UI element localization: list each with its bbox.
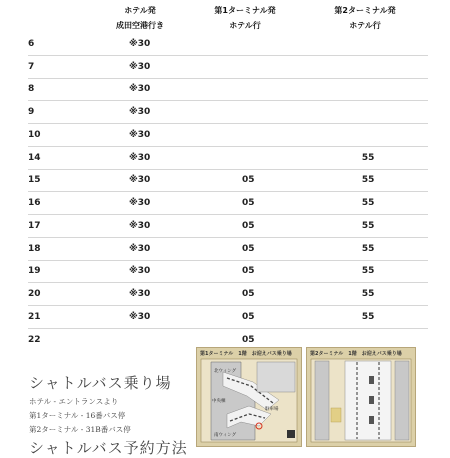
hotel-departure-cell: ※30 [91, 33, 188, 55]
hotel-departure-cell: ※30 [91, 101, 188, 124]
terminal1-departure-cell: 05 [188, 215, 308, 238]
table-row [28, 306, 428, 329]
table-row [28, 169, 428, 192]
hour-cell: 16 [28, 192, 91, 215]
hotel-departure-cell: ※30 [91, 306, 188, 329]
terminal2-departure-cell: 55 [308, 169, 428, 192]
terminal2-departure-cell [308, 78, 428, 101]
hour-cell: 6 [28, 33, 91, 55]
table-row [28, 124, 428, 147]
terminal1-departure-cell [188, 78, 308, 101]
terminal1-departure-cell: 05 [188, 237, 308, 260]
hour-cell: 14 [28, 146, 91, 169]
terminal1-departure-cell: 05 [188, 169, 308, 192]
terminal1-departure-cell [188, 124, 308, 147]
terminal2-departure-cell: 55 [308, 146, 428, 169]
terminal1-departure-cell: 05 [188, 306, 308, 329]
terminal1-departure-cell [188, 101, 308, 124]
header-line: 第1ターミナル発 [214, 6, 276, 15]
terminal1-departure-cell [188, 146, 308, 169]
hour-cell: 7 [28, 55, 91, 78]
map-label-north-wing: 北ウィング [214, 369, 237, 374]
timetable [28, 33, 428, 351]
hour-cell: 9 [28, 101, 91, 124]
terminal2-departure-cell [308, 124, 428, 147]
reservation-title: シャトルバス予約方法 [29, 439, 188, 457]
terminal2-departure-cell: 55 [308, 215, 428, 238]
terminal2-map [306, 347, 416, 447]
terminal1-departure-cell: 05 [188, 192, 308, 215]
hour-cell: 22 [28, 334, 41, 345]
hotel-departure-cell: ※30 [91, 55, 188, 78]
hour-cell: 20 [28, 283, 91, 306]
table-row [28, 55, 428, 78]
header-line: 第2ターミナル発 [334, 6, 396, 15]
map-label-south-wing: 南ウィング [214, 433, 237, 438]
hotel-departure-cell: ※30 [91, 237, 188, 260]
terminal1-departure-cell [188, 55, 308, 78]
hotel-departure-cell: ※30 [91, 78, 188, 101]
terminal1-map-caption: 第1ターミナル 1階 お迎えバス乗り場 [200, 351, 292, 357]
header-line: ホテル行 [349, 21, 381, 30]
table-row [28, 192, 428, 215]
terminal2-map-caption: 第2ターミナル 1階 お迎えバス乗り場 [310, 351, 402, 357]
header-terminal1-to-hotel [200, 3, 290, 33]
hour-cell: 17 [28, 215, 91, 238]
hotel-departure-cell: ※30 [91, 283, 188, 306]
map-label-central: 中央棟 [212, 399, 226, 404]
table-row [28, 237, 428, 260]
table-row [28, 101, 428, 124]
hotel-departure-cell: ※30 [91, 169, 188, 192]
hour-cell: 18 [28, 237, 91, 260]
boarding-line-terminal2: 第2ターミナル - 31B番バス停 [29, 425, 131, 434]
terminal2-departure-cell: 55 [308, 283, 428, 306]
table-row [28, 33, 428, 55]
hotel-departure-cell: ※30 [91, 260, 188, 283]
table-row [28, 78, 428, 101]
terminal2-departure-cell: 55 [308, 260, 428, 283]
terminal1-departure-cell: 05 [188, 260, 308, 283]
header-terminal2-to-hotel [320, 3, 410, 33]
terminal1-map-drawing [197, 348, 301, 446]
hotel-departure-cell: ※30 [91, 124, 188, 147]
terminal2-departure-cell: 55 [308, 237, 428, 260]
terminal1-departure-cell [188, 33, 308, 55]
hour-cell: 21 [28, 306, 91, 329]
boarding-line-terminal1: 第1ターミナル - 16番バス停 [29, 411, 126, 420]
header-line: 成田空港行き [116, 21, 164, 30]
table-row [28, 215, 428, 238]
hour-cell: 8 [28, 78, 91, 101]
hotel-departure-cell: ※30 [91, 215, 188, 238]
hotel-departure-cell: ※30 [91, 146, 188, 169]
table-row [28, 146, 428, 169]
header-line: ホテル行 [229, 21, 261, 30]
terminal2-map-drawing [307, 348, 415, 446]
hotel-departure-cell: ※30 [91, 192, 188, 215]
map-label-parking: 駐車場 [265, 407, 279, 412]
terminal1-departure-cell: 05 [188, 283, 308, 306]
boarding-line-hotel: ホテル - エントランスより [29, 397, 119, 406]
hour-cell: 10 [28, 124, 91, 147]
terminal2-departure-cell [308, 33, 428, 55]
hotel-departure-cell [91, 328, 188, 350]
table-row [28, 260, 428, 283]
terminal2-departure-cell: 55 [308, 192, 428, 215]
header-hotel-to-airport [100, 3, 180, 33]
hour-cell: 19 [28, 260, 91, 283]
terminal2-departure-cell: 55 [308, 306, 428, 329]
terminal2-departure-cell [308, 101, 428, 124]
table-row [28, 283, 428, 306]
hour-cell: 15 [28, 169, 91, 192]
header-line: ホテル発 [124, 6, 156, 15]
terminal2-departure-cell [308, 55, 428, 78]
terminal1-map [196, 347, 302, 447]
terminal1-departure-cell: 05 [242, 334, 255, 345]
boarding-title: シャトルバス乗り場 [29, 374, 172, 392]
